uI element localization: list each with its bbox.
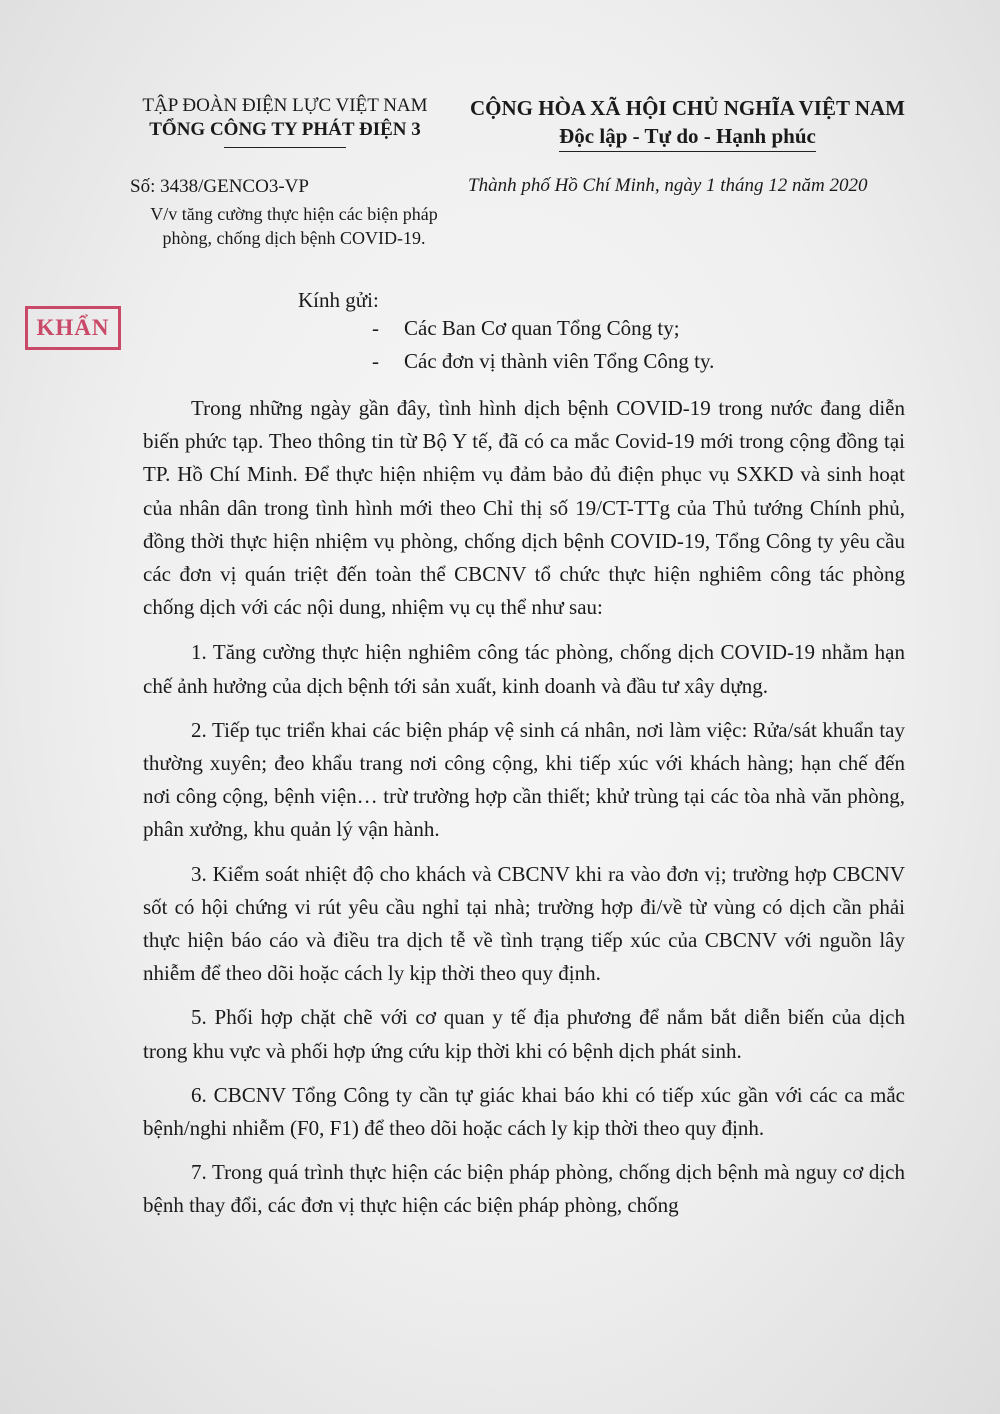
issuer-underline (224, 147, 346, 148)
issuing-organization: TỔNG CÔNG TY PHÁT ĐIỆN 3 (149, 119, 421, 140)
body-paragraph: 3. Kiểm soát nhiệt độ cho khách và CBCNV khi ra vào đơn vị; trường hợp CBCNV sốt có hội chứng vi rút yêu cầu nghỉ tại nhà; trường hợp đi/về từ vùng có dịch cần phải thực hiện báo cáo và điều tra dịch tễ về tình trạng tiếp xúc của CBCNV với nguồn lây nhiễm để theo dõi hoặc cách ly kịp thời theo quy định. (143, 861, 905, 986)
place-and-date: Thành phố Hồ Chí Minh, ngày 1 tháng 12 năm 2020 (468, 175, 868, 196)
recipient-text: Các Ban Cơ quan Tổng Công ty; (404, 316, 680, 340)
body-paragraph: 1. Tăng cường thực hiện nghiêm công tác phòng, chống dịch COVID-19 nhằm hạn chế ảnh hưởng của dịch bệnh tới sản xuất, kinh doanh và đầu tư xây dựng. (143, 640, 905, 698)
recipient-item: - Các đơn vị thành viên Tổng Công ty. (372, 349, 715, 373)
body-paragraph: 7. Trong quá trình thực hiện các biện pháp phòng, chống dịch bệnh mà nguy cơ dịch bệnh thay đổi, các đơn vị thực hiện các biện pháp phòng, chống (143, 1160, 905, 1218)
urgent-stamp: KHẨN (25, 306, 121, 350)
recipient-item: - Các Ban Cơ quan Tổng Công ty; (372, 316, 680, 340)
body-paragraph: 6. CBCNV Tổng Công ty cần tự giác khai báo khi có tiếp xúc gần với các ca mắc bệnh/nghi nhiễm (F0, F1) để theo dõi hoặc cách ly kịp thời theo quy định. (143, 1082, 905, 1141)
body-paragraph: 2. Tiếp tục triển khai các biện pháp vệ sinh cá nhân, nơi làm việc: Rửa/sát khuẩn tay thường xuyên; đeo khẩu trang nơi công cộng, khi tiếp xúc với khách hàng; hạn chế đến nơi công cộng, bệnh viện… trừ trường hợp cần thiết; khử trùng tại các tòa nhà văn phòng, phân xưởng, khu quản lý vận hành. (143, 717, 905, 842)
country-name: CỘNG HÒA XÃ HỘI CHỦ NGHĨA VIỆT NAM (469, 96, 906, 120)
body-paragraph: Trong những ngày gần đây, tình hình dịch bệnh COVID-19 trong nước đang diễn biến phức tạp. Theo thông tin từ Bộ Y tế, đã có ca mắc Covid-19 mới trong cộng đồng tại TP. Hồ Chí Minh. Để thực hiện nhiệm vụ đảm bảo đủ điện phục vụ SXKD và sinh hoạt của nhân dân trong tình hình mới theo Chỉ thị số 19/CT-TTg của Thủ tướng Chính phủ, đồng thời thực hiện nhiệm vụ phòng, chống dịch bệnh COVID-19, Tổng Công ty yêu cầu các đơn vị quán triệt đến toàn thể CBCNV tổ chức thực hiện nghiêm công tác phòng chống dịch với các nội dung, nhiệm vụ cụ thể như sau: (143, 396, 905, 620)
recipient-label: Kính gửi: (298, 288, 379, 312)
national-header (455, 94, 920, 152)
parent-organization: TẬP ĐOÀN ĐIỆN LỰC VIỆT NAM (142, 95, 428, 116)
national-motto: Độc lập - Tự do - Hạnh phúc (559, 122, 816, 152)
recipient-list (372, 312, 714, 378)
document-subject (124, 202, 464, 250)
document-number: Số: 3438/GENCO3-VP (130, 176, 309, 197)
recipient-text: Các đơn vị thành viên Tổng Công ty. (404, 349, 715, 373)
document-body (143, 392, 905, 1234)
subject-line: V/v tăng cường thực hiện các biện pháp (150, 204, 438, 224)
body-paragraph: 5. Phối hợp chặt chẽ với cơ quan y tế địa phương để nắm bắt diễn biến của dịch trong khu vực và phối hợp ứng cứu kịp thời khi có bệnh dịch phát sinh. (143, 1005, 905, 1063)
subject-line: phòng, chống dịch bệnh COVID-19. (162, 228, 426, 248)
issuer-block (120, 94, 450, 148)
